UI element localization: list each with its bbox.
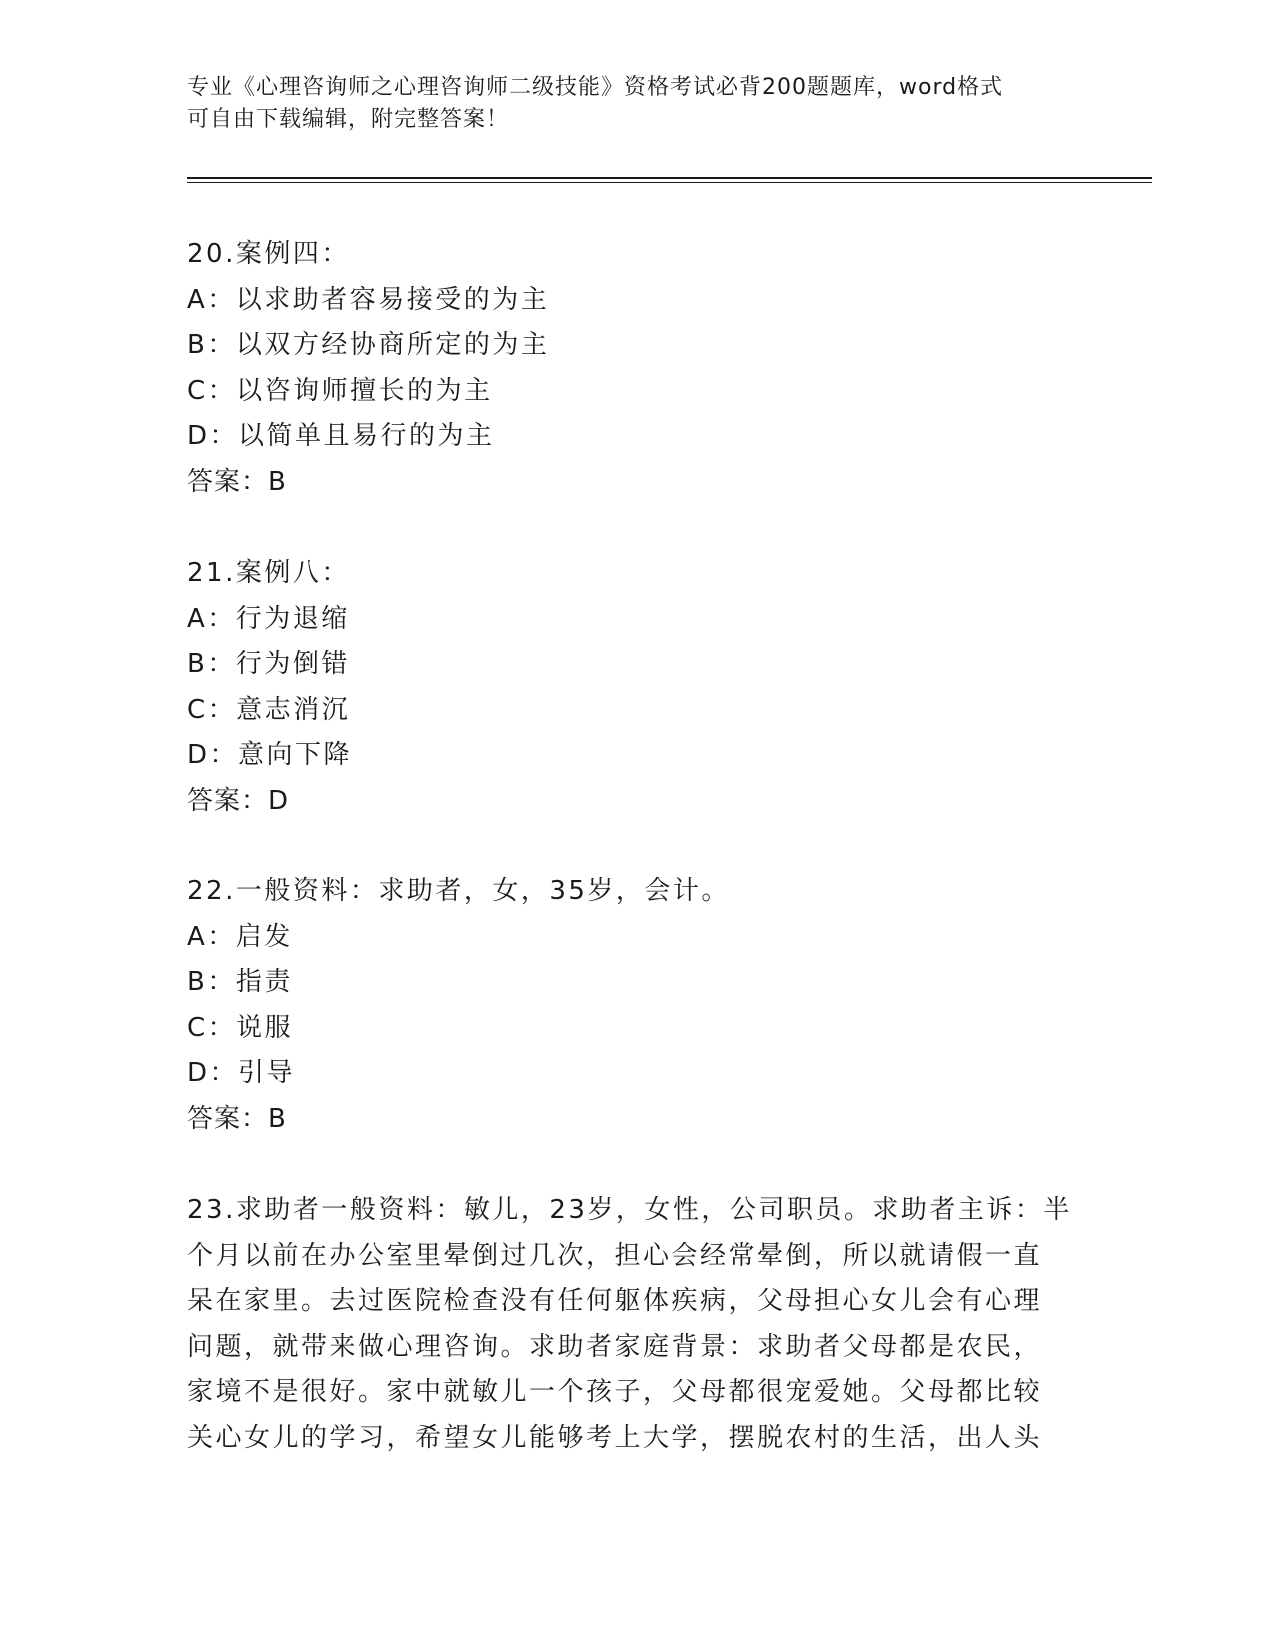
answer-label: 答案：B [187, 1103, 287, 1134]
option-c: C：意志消沉 [187, 694, 351, 725]
question-23 [187, 1188, 1077, 1461]
header-line-1: 专业《心理咨询师之心理咨询师二级技能》资格考试必背200题题库，word格式 [187, 75, 1004, 100]
document-header [187, 72, 1067, 136]
answer-label: 答案：B [187, 466, 287, 497]
option-d: D：以简单且易行的为主 [187, 421, 495, 451]
question-stem: 21.案例八： [187, 558, 350, 588]
question-21 [187, 551, 1077, 824]
option-b: B：指责 [187, 967, 293, 997]
question-20 [187, 232, 1077, 505]
question-stem-line: 呆在家里。去过医院检查没有任何躯体疾病，父母担心女儿会有心理 [187, 1286, 1043, 1316]
answer-label: 答案：D [187, 785, 290, 816]
option-d: D：引导 [187, 1058, 296, 1088]
option-a: A：以求助者容易接受的为主 [187, 284, 550, 315]
question-stem-line: 家境不是很好。家中就敏儿一个孩子，父母都很宠爱她。父母都比较 [187, 1377, 1043, 1407]
option-a: A：启发 [187, 921, 293, 952]
option-a: A：行为退缩 [187, 603, 350, 634]
question-stem-line: 个月以前在办公室里晕倒过几次，担心会经常晕倒，所以就请假一直 [187, 1240, 1043, 1271]
question-stem-line: 23.求助者一般资料：敏儿，23岁，女性，公司职员。求助者主诉：半 [187, 1195, 1072, 1225]
question-stem: 22.一般资料：求助者，女，35岁，会计。 [187, 876, 730, 906]
option-d: D：意向下降 [187, 740, 353, 770]
question-stem-line: 关心女儿的学习，希望女儿能够考上大学，摆脱农村的生活，出人头 [187, 1422, 1043, 1453]
option-c: C：说服 [187, 1012, 294, 1043]
option-b: B：行为倒错 [187, 649, 350, 679]
header-divider-thin [187, 182, 1152, 183]
option-c: C：以咨询师擅长的为主 [187, 375, 493, 406]
question-22 [187, 869, 1077, 1142]
option-b: B：以双方经协商所定的为主 [187, 330, 550, 360]
header-line-2: 可自由下载编辑，附完整答案！ [187, 107, 510, 132]
header-divider-thick [187, 177, 1152, 179]
question-stem: 20.案例四： [187, 239, 350, 269]
question-stem-line: 问题，就带来做心理咨询。求助者家庭背景：求助者父母都是农民， [187, 1331, 1043, 1362]
